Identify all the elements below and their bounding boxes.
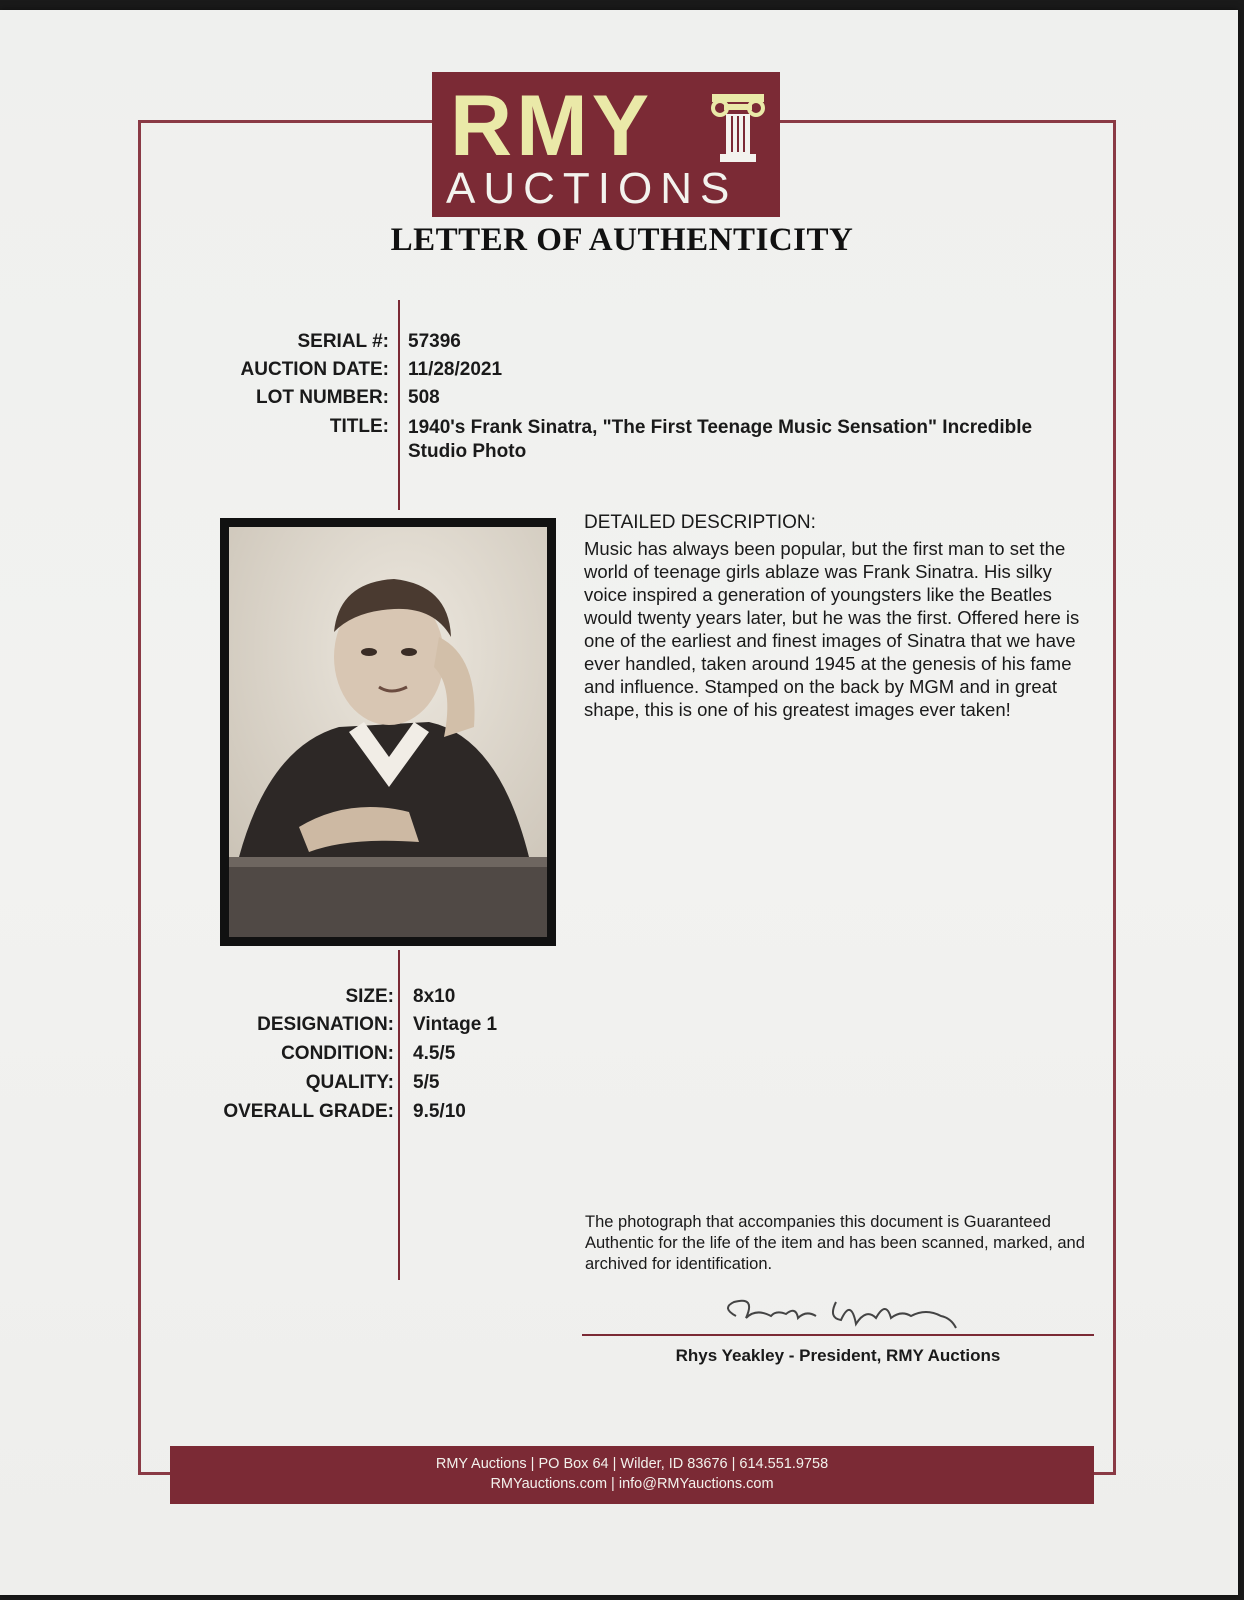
serial-row [0, 331, 1244, 357]
auction-date-label: AUCTION DATE: [240, 359, 389, 380]
document-title: LETTER OF AUTHENTICITY [390, 222, 854, 258]
logo-subtitle: AUCTIONS [446, 164, 738, 213]
description-text: Music has always been popular, but the first man to set the world of teenage girls ablaze was Frank Sinatra. His silky voice inspired a generation of youngsters like the Beatles would twenty years later, but he was the first. Offered here is one of the earliest and finest images of Sinatra that we have ever handled, taken around 1945 at the genesis of his fame and influence. Stamped on the back by MGM and in great shape, this is one of his greatest images ever taken! [584, 538, 1080, 720]
lot-row [0, 387, 1244, 413]
column-icon [710, 92, 766, 164]
lot-label: LOT NUMBER: [256, 387, 389, 408]
overall-grade-value: 9.5/10 [413, 1101, 466, 1122]
rmy-logo [432, 72, 780, 217]
footer-web: RMYauctions.com | info@RMYauctions.com [490, 1476, 774, 1492]
footer-contact: RMY Auctions | PO Box 64 | Wilder, ID 83676 | 614.551.9758 [435, 1456, 829, 1472]
auction-date-row [0, 359, 1244, 385]
serial-label: SERIAL #: [297, 331, 389, 352]
overall-grade-row [0, 1101, 1244, 1127]
quality-row [0, 1072, 1244, 1098]
size-row [0, 986, 1244, 1012]
description-heading: DETAILED DESCRIPTION: [584, 512, 816, 533]
size-label: SIZE: [345, 986, 394, 1007]
condition-label: CONDITION: [281, 1043, 394, 1064]
signature-line [582, 1334, 1094, 1336]
portrait-illustration [229, 527, 547, 937]
condition-value: 4.5/5 [413, 1043, 456, 1064]
quality-value: 5/5 [413, 1072, 440, 1093]
guarantee-text: The photograph that accompanies this document is Guaranteed Authentic for the life of the item and has been scanned, marked, and archived for identification. [585, 1213, 1085, 1273]
quality-label: QUALITY: [305, 1072, 394, 1093]
size-value: 8x10 [413, 986, 456, 1007]
overall-grade-label: OVERALL GRADE: [223, 1101, 394, 1122]
photo-frame [220, 518, 556, 946]
serial-value: 57396 [408, 331, 461, 352]
sinatra-photo [229, 527, 547, 937]
footer-bar [170, 1446, 1094, 1504]
designation-label: DESIGNATION: [257, 1014, 394, 1035]
lot-value: 508 [408, 387, 440, 408]
designation-row [0, 1014, 1244, 1040]
auction-date-value: 11/28/2021 [408, 359, 503, 380]
title-value: 1940's Frank Sinatra, "The First Teenage Music Sensation" Incredible Studio Photo [408, 417, 1033, 462]
handwritten-signature [716, 1288, 966, 1338]
designation-value: Vintage 1 [413, 1014, 498, 1035]
title-label: TITLE: [329, 416, 389, 437]
signer-name: Rhys Yeakley - President, RMY Auctions [675, 1346, 1001, 1365]
condition-row [0, 1043, 1244, 1069]
logo-brand: RMY [450, 78, 654, 174]
